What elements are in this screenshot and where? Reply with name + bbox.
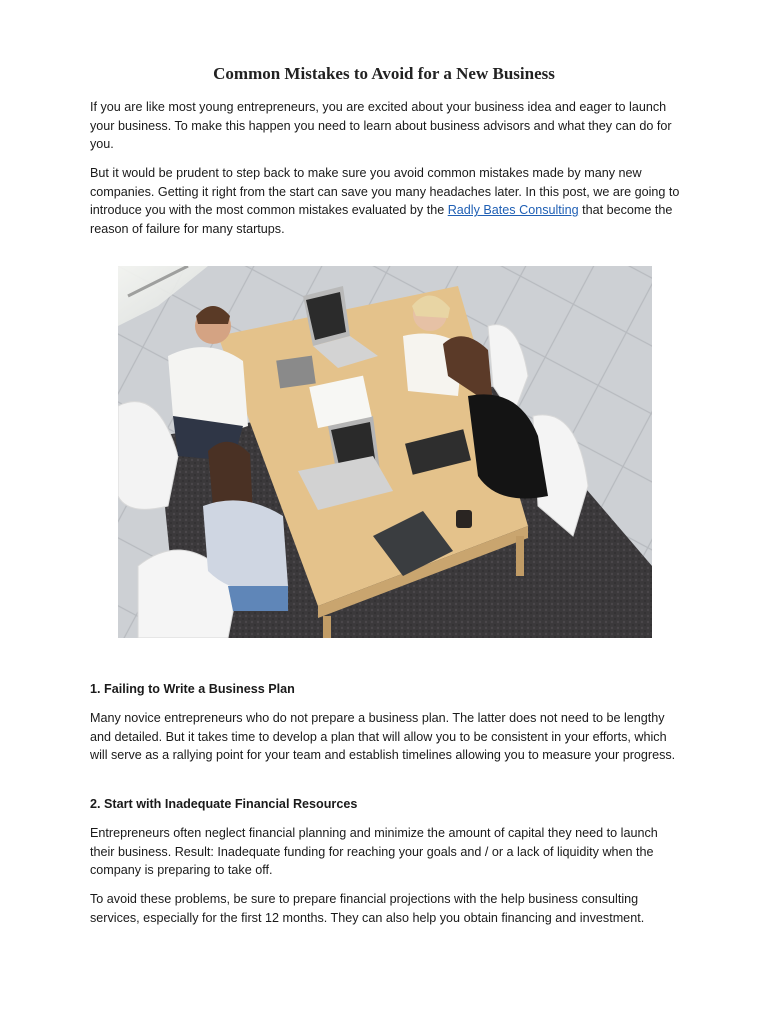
second-paragraph-text-after: that become the reason of failure for many startups.	[90, 203, 673, 236]
page-title: Common Mistakes to Avoid for a New Business	[213, 64, 555, 83]
second-paragraph	[90, 164, 680, 238]
section-heading-business-plan: 1. Failing to Write a Business Plan	[90, 682, 295, 696]
section-heading-financial-resources: 2. Start with Inadequate Financial Resources	[90, 797, 358, 811]
second-paragraph-text-before: But it would be prudent to step back to make sure you avoid common mistakes made by many new companies. Getting it right from the start can save you many headaches later. In this post, we are going to introduce you with the most common mistakes evaluated by the	[90, 166, 680, 218]
radly-bates-consulting-link[interactable]: Radly Bates Consulting	[447, 203, 579, 218]
intro-paragraph: If you are like most young entrepreneurs, you are excited about your business idea and eager to launch your business. To make this happen you need to learn about business advisors and what they can do for you.	[90, 100, 672, 152]
section-paragraph-avoid-problems: To avoid these problems, be sure to prepare financial projections with the help business consulting services, especially for the first 12 months. They can also help you obtain financing and investment.	[90, 892, 645, 925]
business-meeting-photo	[118, 266, 652, 638]
section-paragraph-financial-resources: Entrepreneurs often neglect financial planning and minimize the amount of capital they need to launch their business. Result: Inadequate funding for reaching your goals and / or a lack of liquidity when the company is preparing to take off.	[90, 826, 658, 878]
section-paragraph-business-plan: Many novice entrepreneurs who do not prepare a business plan. The latter does not need to be lengthy and detailed. But it takes time to develop a plan that will allow you to be consistent in your efforts, which will serve as a rallying point for your team and establish timelines allowing you to measure your progress.	[90, 711, 676, 763]
